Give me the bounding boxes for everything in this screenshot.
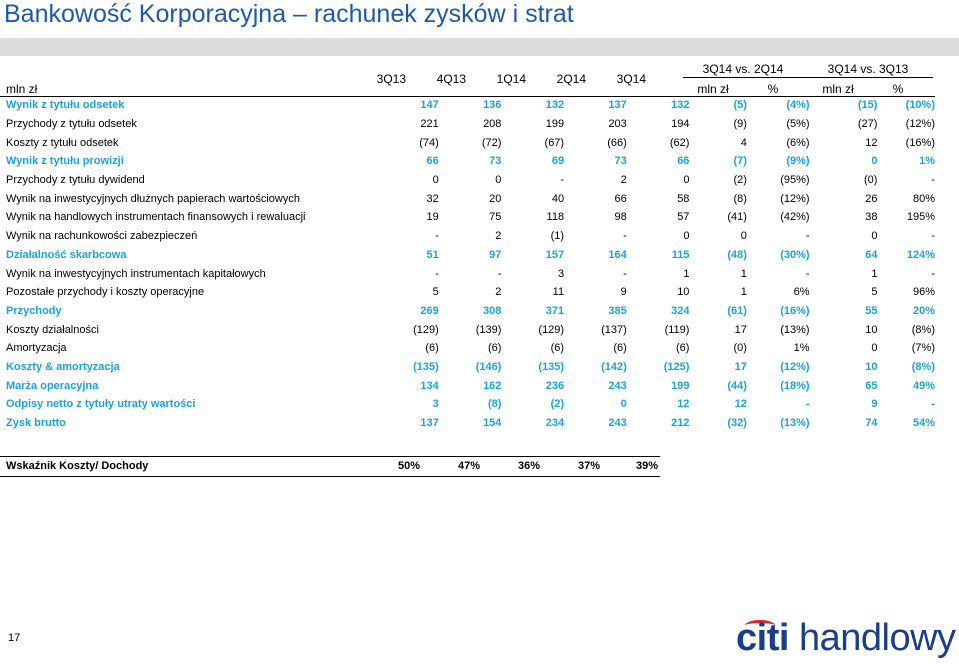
cell-value: - — [805, 230, 810, 243]
row-label: Przychody z tytułu odsetek — [6, 118, 137, 131]
subcolumn-pct-yoy: % — [892, 82, 904, 96]
cell-value: 9 — [620, 286, 627, 299]
cell-value: 9 — [871, 398, 878, 411]
subcolumn-pct-qoq: % — [767, 82, 779, 96]
cell-value: 74 — [865, 417, 878, 430]
cell-value: 4 — [740, 136, 747, 149]
cell-value: (32) — [727, 417, 747, 430]
unit-label: mln zł — [6, 82, 38, 96]
table-row — [0, 152, 935, 171]
cell-value: 115 — [671, 248, 690, 261]
cell-value: (66) — [607, 136, 627, 149]
table-row — [0, 414, 935, 433]
cell-value: - — [497, 267, 502, 280]
row-label: Koszty & amortyzacja — [6, 360, 120, 373]
cell-value: 3 — [432, 398, 439, 411]
cell-value: (12%) — [780, 360, 810, 373]
cell-value: 2 — [620, 174, 627, 187]
subcolumn-mln-yoy: mln zł — [822, 82, 854, 96]
cell-value: 66 — [426, 155, 439, 168]
cell-value: 1 — [740, 286, 747, 299]
cell-value: 132 — [671, 99, 690, 112]
cell-value: (9) — [733, 118, 747, 131]
row-label: Koszty działalności — [6, 323, 99, 336]
cell-value: 147 — [420, 99, 439, 112]
column-header-3q13: 3Q13 — [376, 72, 406, 86]
cell-value: 49% — [912, 379, 935, 392]
cell-value: (8) — [733, 192, 747, 205]
cell-value: 6% — [793, 286, 810, 299]
cell-value: 66 — [677, 155, 690, 168]
cell-value: - — [435, 267, 439, 280]
cell-value: 40 — [551, 192, 565, 205]
cell-value: 26 — [865, 192, 878, 205]
row-label: Przychody z tytułu dywidend — [6, 174, 145, 187]
cell-value: 0 — [620, 398, 627, 411]
cell-value: 243 — [608, 379, 627, 392]
page-number: 17 — [8, 632, 21, 644]
cell-value: (62) — [669, 136, 690, 149]
cell-value: 98 — [614, 211, 627, 224]
cell-value: 269 — [420, 304, 439, 317]
cell-value: 162 — [483, 379, 502, 392]
cell-value: (72) — [481, 136, 502, 149]
cell-value: 66 — [614, 192, 627, 205]
cell-value: 73 — [614, 155, 627, 168]
cost-income-ratio-row — [0, 456, 660, 477]
cell-value: (30%) — [780, 248, 810, 261]
table-row — [0, 133, 935, 152]
row-label: Wynik z tytułu prowizji — [6, 155, 124, 168]
cell-value: 65 — [865, 379, 878, 392]
cell-value: 199 — [545, 118, 565, 131]
cell-value: (142) — [601, 360, 627, 373]
cell-value: 0 — [683, 230, 690, 243]
row-label: Marża operacyjna — [6, 379, 99, 392]
cell-value: 12 — [865, 136, 878, 149]
row-label: Zysk brutto — [6, 417, 66, 430]
cell-value: 5 — [432, 286, 439, 299]
cell-value: (8) — [487, 398, 502, 411]
cell-value: (12%) — [905, 118, 935, 131]
cell-value: 69 — [551, 155, 565, 168]
cell-value: 308 — [483, 304, 502, 317]
title-underline-bar — [0, 38, 959, 56]
cell-value: 1 — [740, 267, 747, 280]
cell-value: - — [560, 174, 565, 187]
cell-value: (6) — [425, 342, 439, 355]
cell-value: 2 — [495, 230, 502, 243]
cell-value: (74) — [419, 136, 439, 149]
cell-value: 243 — [608, 417, 627, 430]
subcolumn-mln-qoq: mln zł — [697, 82, 729, 96]
table-row — [0, 208, 935, 227]
cell-value: (2) — [733, 174, 747, 187]
logo-name: handlowy — [798, 617, 956, 659]
cell-value: - — [931, 267, 935, 280]
cell-value: (61) — [727, 304, 747, 317]
cell-value: 1% — [793, 342, 810, 355]
citi-handlowy-logo — [736, 617, 956, 660]
cell-value: 58 — [677, 192, 690, 205]
cell-value: 371 — [545, 304, 565, 317]
cell-value: (5) — [733, 99, 747, 112]
table-row — [0, 358, 935, 377]
cell-value: 57 — [677, 211, 690, 224]
cell-value: 154 — [483, 417, 502, 430]
cell-value: (6) — [675, 342, 690, 355]
cell-value: (16%) — [780, 304, 810, 317]
ratio-value-3q13: 50% — [397, 460, 420, 472]
row-label: Amortyzacja — [6, 342, 67, 355]
cell-value: 10 — [865, 323, 878, 336]
cell-value: (8%) — [911, 323, 935, 336]
cell-value: (44) — [727, 379, 747, 392]
cell-value: (125) — [663, 360, 690, 373]
cell-value: (13%) — [780, 323, 810, 336]
cell-value: (6) — [487, 342, 502, 355]
column-header-2q14: 2Q14 — [556, 72, 586, 86]
cell-value: (95%) — [780, 174, 810, 187]
cell-value: 385 — [608, 304, 627, 317]
table-row — [0, 283, 935, 302]
cell-value: (4%) — [786, 99, 810, 112]
cell-value: 195% — [906, 211, 935, 224]
row-label: Odpisy netto z tytuły utraty wartości — [6, 398, 196, 411]
column-header-1q14: 1Q14 — [496, 72, 526, 86]
compare-header-line — [683, 77, 933, 78]
row-label: Wynik na inwestycyjnych instrumentach kapitałowych — [6, 267, 266, 280]
logo-brand: citi — [736, 617, 789, 659]
cell-value: (119) — [664, 323, 690, 336]
cell-value: (18%) — [780, 379, 810, 392]
cell-value: - — [931, 398, 935, 411]
cell-value: 236 — [545, 379, 565, 392]
cell-value: 10 — [677, 286, 690, 299]
cell-value: 0 — [871, 342, 878, 355]
ratio-value-3q14: 39% — [635, 460, 658, 472]
cell-value: (6) — [550, 342, 565, 355]
table-row — [0, 320, 935, 339]
table-row — [0, 264, 935, 283]
cell-value: (137) — [601, 323, 627, 336]
table-row — [0, 189, 935, 208]
income-statement-table — [0, 96, 935, 432]
cell-value: (1) — [550, 230, 565, 243]
cell-value: 137 — [608, 99, 627, 112]
cell-value: 80% — [912, 192, 935, 205]
table-row — [0, 376, 935, 395]
ratio-label: Wskaźnik Koszty/ Dochody — [6, 460, 149, 472]
cell-value: 10 — [865, 360, 878, 373]
cell-value: 0 — [432, 174, 439, 187]
cell-value: 203 — [608, 118, 627, 131]
compare-header-qoq: 3Q14 vs. 2Q14 — [702, 62, 784, 76]
cell-value: 199 — [671, 379, 690, 392]
cell-value: 73 — [489, 155, 502, 168]
cell-value: (135) — [538, 360, 565, 373]
cell-value: 20% — [912, 304, 935, 317]
table-row — [0, 246, 935, 265]
column-header-3q14: 3Q14 — [616, 72, 646, 86]
cell-value: (10%) — [905, 99, 935, 112]
cell-value: 0 — [740, 230, 747, 243]
cell-value: (6%) — [786, 136, 810, 149]
cell-value: (6) — [613, 342, 627, 355]
cell-value: (16%) — [905, 136, 935, 149]
cell-value: 208 — [483, 118, 502, 131]
cell-value: 1 — [683, 267, 690, 280]
cell-value: 124% — [906, 248, 935, 261]
cell-value: 97 — [489, 248, 502, 261]
ratio-value-4q13: 47% — [457, 460, 480, 472]
cell-value: (8%) — [911, 360, 935, 373]
cell-value: 11 — [552, 286, 565, 299]
cell-value: - — [931, 174, 935, 187]
cell-value: (42%) — [780, 211, 810, 224]
cell-value: (9%) — [786, 155, 810, 168]
table-row — [0, 339, 935, 358]
cell-value: 12 — [734, 398, 747, 411]
cell-value: (27) — [857, 118, 878, 131]
cell-value: 5 — [871, 286, 878, 299]
cell-value: 118 — [546, 211, 565, 224]
table-row — [0, 227, 935, 246]
cell-value: - — [435, 230, 439, 243]
cell-value: - — [623, 230, 627, 243]
cell-value: - — [805, 267, 810, 280]
cell-value: (12%) — [780, 192, 810, 205]
cell-value: 12 — [677, 398, 690, 411]
cell-value: (129) — [413, 323, 439, 336]
cell-value: 0 — [495, 174, 502, 187]
cell-value: (13%) — [780, 417, 810, 430]
ratio-value-2q14: 37% — [577, 460, 600, 472]
cell-value: (67) — [544, 136, 565, 149]
cell-value: (135) — [413, 360, 439, 373]
cell-value: - — [931, 230, 935, 243]
cell-value: 194 — [671, 118, 690, 131]
cell-value: 2 — [495, 286, 502, 299]
cell-value: (0) — [864, 174, 878, 187]
cell-value: 132 — [545, 99, 565, 112]
cell-value: 51 — [426, 248, 439, 261]
table-row — [0, 96, 935, 115]
cell-value: - — [805, 398, 810, 411]
cell-value: (2) — [550, 398, 565, 411]
column-header-4q13: 4Q13 — [436, 72, 466, 86]
cell-value: (7%) — [911, 342, 935, 355]
table-row — [0, 171, 935, 190]
cell-value: 17 — [734, 360, 747, 373]
cell-value: 64 — [865, 248, 878, 261]
row-label: Koszty z tytułu odsetek — [6, 136, 119, 149]
cell-value: 32 — [426, 192, 439, 205]
row-label: Przychody — [6, 304, 62, 317]
cell-value: (41) — [727, 211, 747, 224]
cell-value: 1 — [871, 267, 878, 280]
compare-header-yoy: 3Q14 vs. 3Q13 — [827, 62, 909, 76]
cell-value: (146) — [475, 360, 502, 373]
cell-value: 38 — [865, 211, 878, 224]
ratio-value-1q14: 36% — [517, 460, 540, 472]
row-label: Pozostałe przychody i koszty operacyjne — [6, 286, 205, 299]
cell-value: 157 — [545, 248, 565, 261]
cell-value: 234 — [545, 417, 565, 430]
cell-value: (139) — [475, 323, 502, 336]
cell-value: 20 — [489, 192, 502, 205]
cell-value: 1% — [919, 155, 935, 168]
cell-value: 19 — [426, 211, 439, 224]
cell-value: 0 — [871, 155, 878, 168]
cell-value: (129) — [538, 323, 565, 336]
cell-value: (7) — [733, 155, 747, 168]
cell-value: (48) — [727, 248, 747, 261]
cell-value: 221 — [420, 118, 439, 131]
cell-value: 134 — [420, 379, 439, 392]
cell-value: 54% — [912, 417, 935, 430]
row-label: Działalność skarbcowa — [6, 248, 127, 261]
table-row — [0, 115, 935, 134]
cell-value: 96% — [912, 286, 935, 299]
cell-value: - — [623, 267, 627, 280]
row-label: Wynik na rachunkowości zabezpieczeń — [6, 230, 198, 243]
cell-value: 17 — [734, 323, 747, 336]
cell-value: (0) — [733, 342, 747, 355]
row-label: Wynik na inwestycyjnych dłużnych papierach wartościowych — [6, 192, 300, 205]
cell-value: 75 — [489, 211, 502, 224]
cell-value: 3 — [557, 267, 565, 280]
page-title: Bankowość Korporacyjna – rachunek zysków i strat — [4, 0, 574, 28]
cell-value: 136 — [483, 99, 502, 112]
cell-value: 137 — [420, 417, 439, 430]
table-row — [0, 395, 935, 414]
cell-value: 212 — [671, 417, 690, 430]
cell-value: 55 — [865, 304, 878, 317]
cell-value: 0 — [683, 174, 690, 187]
cell-value: 164 — [608, 248, 627, 261]
row-label: Wynik z tytułu odsetek — [6, 99, 125, 112]
cell-value: 0 — [871, 230, 878, 243]
cell-value: (15) — [857, 99, 878, 112]
row-label: Wynik na handlowych instrumentach finansowych i rewaluacji — [6, 211, 306, 224]
cell-value: 324 — [671, 304, 690, 317]
table-row — [0, 302, 935, 321]
cell-value: (5%) — [786, 118, 810, 131]
